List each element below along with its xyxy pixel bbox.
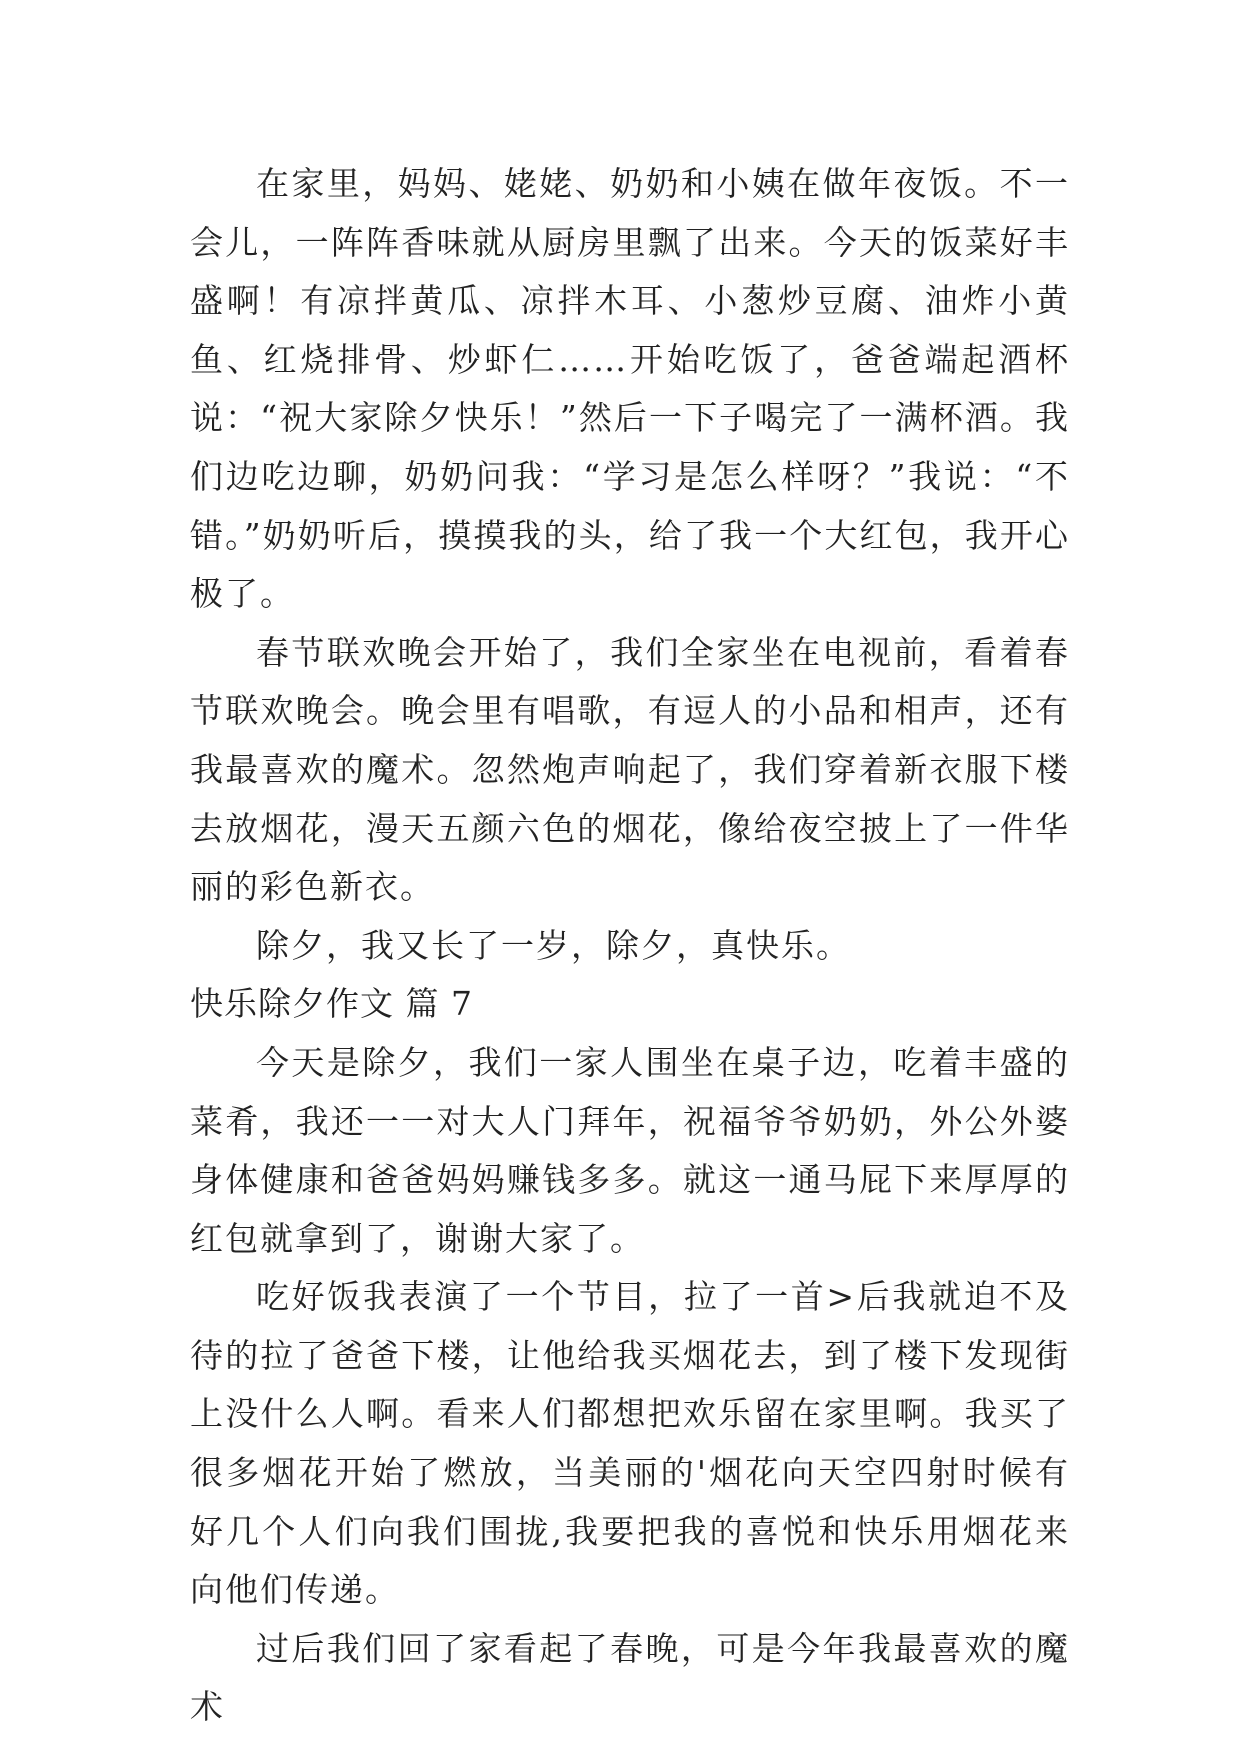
- paragraph: 除夕，我又长了一岁，除夕，真快乐。: [256, 925, 851, 965]
- paragraph: 今天是除夕，我们一家人围坐在桌子边，吃着丰盛的菜肴，我还一一对大人门拜年，祝福爷爷奶奶，外公外婆身体健康和爸爸妈妈赚钱多多。就这一通马屁下来厚厚的红包就拿到了，谢谢大家了。: [190, 1042, 1070, 1258]
- section-heading: 快乐除夕作文 篇 7: [190, 984, 473, 1024]
- paragraph: 吃好饭我表演了一个节目，拉了一首>后我就迫不及待的拉了爸爸下楼，让他给我买烟花去，到了楼下发现街上没什么人啊。看来人们都想把欢乐留在家里啊。我买了很多烟花开始了燃放，当美丽的'烟花向天空四射时候有好几个人们向我们围拢,我要把我的喜悦和快乐用烟花来向他们传递。: [190, 1277, 1070, 1610]
- paragraph: 过后我们回了家看起了春晚，可是今年我最喜欢的魔术: [190, 1628, 1070, 1727]
- paragraph: 在家里，妈妈、姥姥、奶奶和小姨在做年夜饭。不一会儿，一阵阵香味就从厨房里飘了出来。今天的饭菜好丰盛啊！有凉拌黄瓜、凉拌木耳、小葱炒豆腐、油炸小黄鱼、红烧排骨、炒虾仁……开始吃饭了，爸爸端起酒杯说：“祝大家除夕快乐！”然后一下子喝完了一满杯酒。我们边吃边聊，奶奶问我：“学习是怎么样呀？”我说：“不错。”奶奶听后，摸摸我的头，给了我一个大红包，我开心极了。: [190, 164, 1070, 614]
- essay-body: [190, 155, 1070, 1737]
- paragraph: 春节联欢晚会开始了，我们全家坐在电视前，看着春节联欢晚会。晚会里有唱歌，有逗人的小品和相声，还有我最喜欢的魔术。忽然炮声响起了，我们穿着新衣服下楼去放烟花，漫天五颜六色的烟花，像给夜空披上了一件华丽的彩色新衣。: [190, 632, 1070, 907]
